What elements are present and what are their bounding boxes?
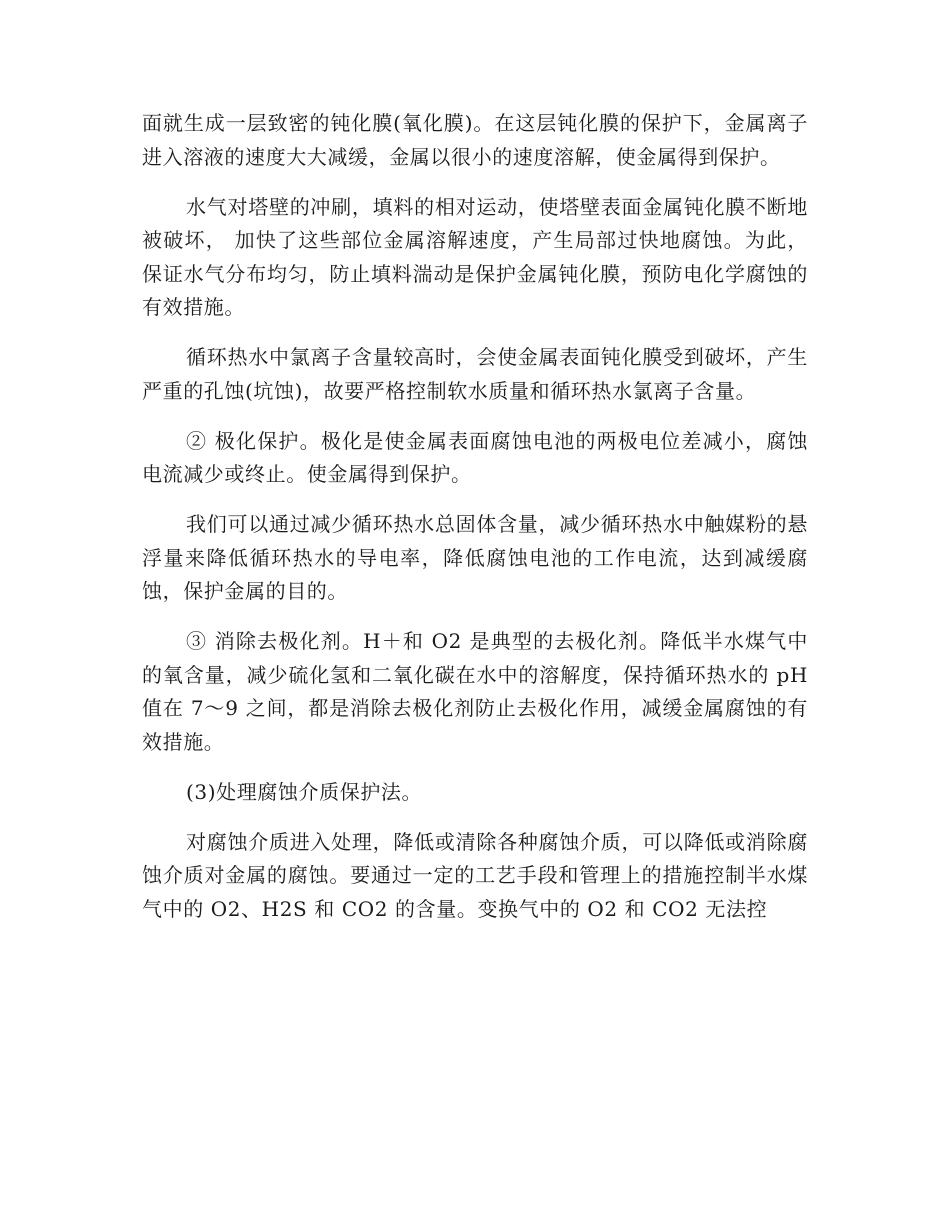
paragraph-1: 面就生成一层致密的钝化膜(氧化膜)。在这层钝化膜的保护下，金属离子进入溶液的速度大大减缓，金属以很小的速度溶解，使金属得到保护。: [142, 111, 808, 169]
paragraph-6: ③ 消除去极化剂。H＋和 O2 是典型的去极化剂。降低半水煤气中的氧含量，减少硫化氢和二氧化碳在水中的溶解度，保持循环热水的 pH 值在 7～9 之间，都是消除去极化剂防止去极化作用，减缓金属腐蚀的有效措施。: [142, 629, 808, 754]
paragraph-5: 我们可以通过减少循环热水总固体含量，减少循环热水中触媒粉的悬浮量来降低循环热水的导电率，降低腐蚀电池的工作电流，达到减缓腐蚀，保护金属的目的。: [142, 512, 808, 603]
paragraph-4: ② 极化保护。极化是使金属表面腐蚀电池的两极电位差减小，腐蚀电流减少或终止。使金属得到保护。: [142, 428, 808, 486]
document-body: [142, 107, 808, 943]
paragraph-7: 对腐蚀介质进入处理，降低或清除各种腐蚀介质，可以降低或消除腐蚀介质对金属的腐蚀。要通过一定的工艺手段和管理上的措施控制半水煤气中的 O2、H2S 和 CO2 的含量。变换气中的 O2 和 CO2 无法控: [142, 829, 808, 921]
section-heading: (3)处理腐蚀介质保护法。: [186, 779, 423, 804]
paragraph-2: 水气对塔壁的冲刷，填料的相对运动，使塔壁表面金属钝化膜不断地被破坏， 加快了这些部位金属溶解速度，产生局部过快地腐蚀。为此，保证水气分布均匀，防止填料湍动是保护金属钝化膜，预防电化学腐蚀的有效措施。: [142, 194, 808, 319]
paragraph-3: 循环热水中氯离子含量较高时，会使金属表面钝化膜受到破坏，产生严重的孔蚀(坑蚀)，故要严格控制软水质量和循环热水氯离子含量。: [142, 345, 808, 403]
